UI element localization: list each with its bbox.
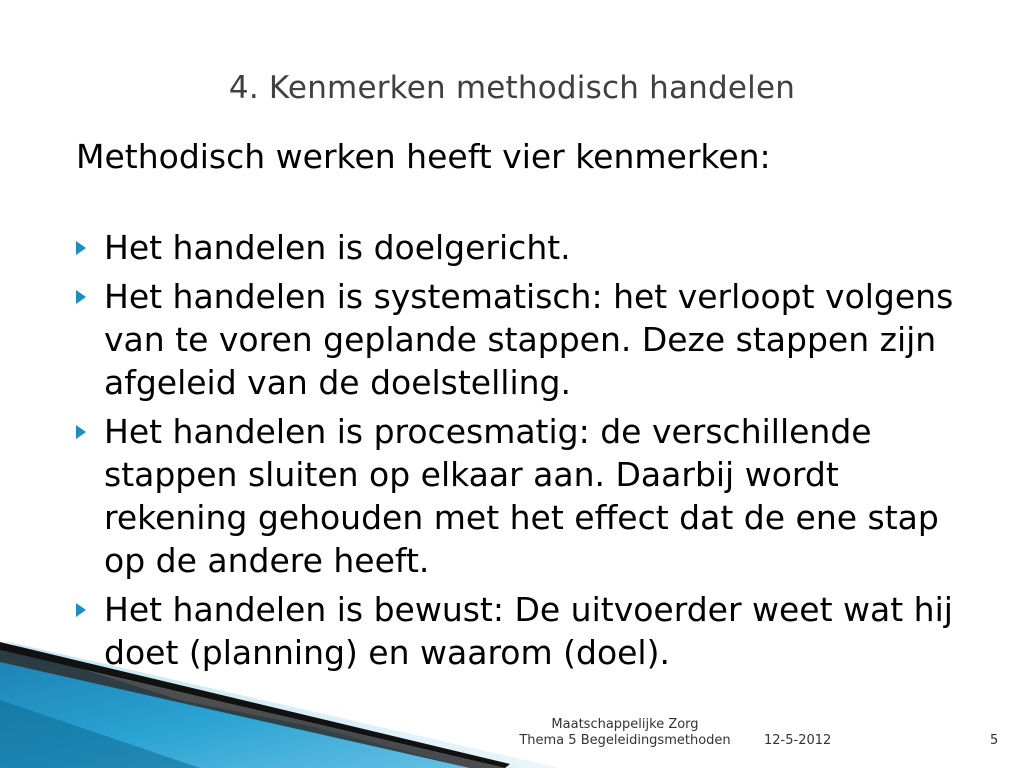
triangle-arrow-icon bbox=[76, 603, 86, 617]
decorative-wave-graphic bbox=[0, 640, 560, 768]
triangle-arrow-icon bbox=[76, 290, 86, 304]
bullet-list bbox=[76, 226, 976, 680]
footer-course-line2: Thema 5 Begeleidingsmethoden bbox=[519, 733, 731, 748]
bullet-text: Het handelen is systematisch: het verloopt volgens van te voren geplande stappen. Deze stappen zijn afgeleid van de doelstelling. bbox=[104, 277, 954, 402]
bullet-text: Het handelen is bewust: De uitvoerder weet wat hij doet (planning) en waarom (doel). bbox=[104, 590, 953, 672]
slide-title: 4. Kenmerken methodisch handelen bbox=[228, 70, 796, 106]
footer-date: 12-5-2012 bbox=[764, 733, 832, 748]
bullet-item bbox=[76, 226, 976, 269]
footer-course-info bbox=[500, 717, 750, 749]
footer-course-line1: Maatschappelijke Zorg bbox=[551, 717, 699, 732]
bullet-item bbox=[76, 275, 976, 404]
intro-text: Methodisch werken heeft vier kenmerken: bbox=[76, 137, 771, 176]
bullet-text: Het handelen is procesmatig: de verschillende stappen sluiten op elkaar aan. Daarbij wordt rekening gehouden met het effect dat de ene stap op de andere heeft. bbox=[104, 412, 939, 580]
bullet-text: Het handelen is doelgericht. bbox=[104, 228, 571, 267]
bullet-item bbox=[76, 410, 976, 582]
triangle-arrow-icon bbox=[76, 425, 86, 439]
triangle-arrow-icon bbox=[76, 241, 86, 255]
page-number: 5 bbox=[990, 733, 999, 748]
